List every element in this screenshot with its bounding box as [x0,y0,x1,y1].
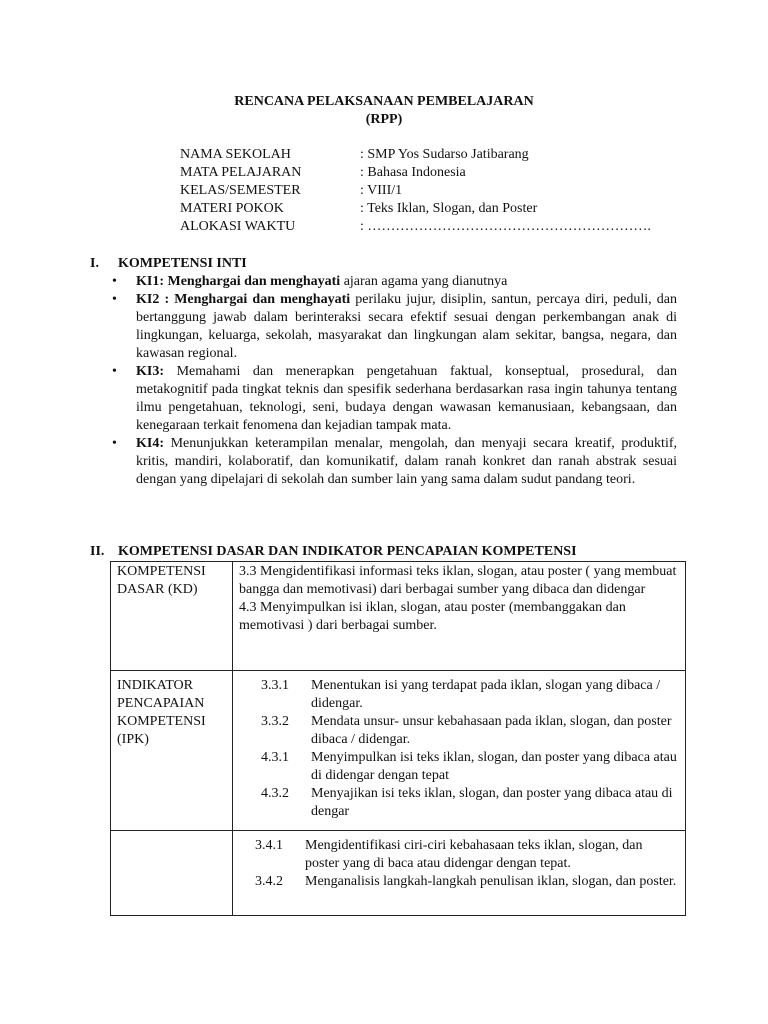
ipk-label-cell [111,671,233,831]
bullet: • [112,292,117,307]
section-title: KOMPETENSI DASAR DAN INDIKATOR PENCAPAIAN KOMPETENSI [118,544,577,559]
identity-value: : ……………………………………………………. [360,219,651,234]
document-subtitle: (RPP) [365,112,403,127]
ki-item [112,435,677,489]
identity-row-school [180,146,651,164]
identity-row-class [180,182,651,200]
ki-lead: KI1: Menghargai dan menghayati [136,274,341,289]
identity-block [180,146,651,236]
kd-content-cell [233,562,686,671]
bullet: • [112,364,117,379]
cell-label: INDIKATOR [117,678,193,693]
kd-text: 4.3 Menyimpulkan isi iklan, slogan, atau poster (membanggakan dan memotivasi ) dari berbagai sumber. [239,600,626,633]
kd-ipk-table [110,561,686,916]
ki-list [112,273,677,489]
empty-label-cell [111,831,233,916]
cell-label: (IPK) [117,732,149,747]
ipk-text: Menganalisis langkah-langkah penulisan iklan, slogan, dan poster. [305,874,677,889]
ipk-text: Menyajikan isi teks iklan, slogan, dan poster yang dibaca atau di dengar [311,786,673,819]
ipk-code: 3.3.2 [261,714,289,729]
ipk-code: 3.3.1 [261,678,289,693]
ipk-item [239,873,679,891]
ipk-content-cell [233,831,686,916]
ipk-text: Menentukan isi yang terdapat pada iklan, slogan yang dibaca / didengar. [311,678,661,711]
cell-label: PENCAPAIAN [117,696,205,711]
identity-value: : Teks Iklan, Slogan, dan Poster [360,201,538,216]
ipk-code: 3.4.2 [255,874,283,889]
section-heading-ki [90,255,247,273]
identity-label: NAMA SEKOLAH [180,147,291,162]
ipk-text: Mendata unsur- unsur kebahasaan pada iklan, slogan, dan poster dibaca / didengar. [311,714,672,747]
ipk-content-cell [233,671,686,831]
identity-value: : VIII/1 [360,183,403,198]
table-row [111,671,686,831]
bullet: • [112,436,117,451]
ipk-item [239,677,679,713]
ipk-item [239,749,679,785]
section-title: KOMPETENSI INTI [118,256,247,271]
ipk-code: 4.3.1 [261,750,289,765]
identity-row-subject [180,164,651,182]
table-row [111,562,686,671]
identity-label: ALOKASI WAKTU [180,219,296,234]
kd-label-cell [111,562,233,671]
ipk-item [239,837,679,873]
ipk-code: 4.3.2 [261,786,289,801]
kd-text: 3.3 Mengidentifikasi informasi teks iklan, slogan, atau poster ( yang membuat bangga dan memotivasi) dari berbagai sumber yang dibaca dan didengar [239,564,677,597]
ipk-item [239,785,679,821]
ki-text: Memahami dan menerapkan pengetahuan faktual, konseptual, prosedural, dan metakognitif pada tingkat teknis dan spesifik sederhana berdasarkan rasa ingin tahunya tentang ilmu pengetahuan, teknologi, seni, budaya dengan wawasan kemanusiaan, kebangsaan, dan kenegaraan terkait fenomena dan kejadian tampak mata. [136,364,677,433]
identity-row-time [180,218,651,236]
identity-row-topic [180,200,651,218]
ipk-text: Menyimpulkan isi teks iklan, slogan, dan poster yang dibaca atau di didengar dengan tepat [311,750,677,783]
ipk-text: Mengidentifikasi ciri-ciri kebahasaan teks iklan, slogan, dan poster yang di baca atau didengar dengan tepat. [305,838,643,871]
ki-item [112,273,677,291]
section-heading-kd [90,543,577,561]
ki-text: perilaku jujur, disiplin, santun, percaya diri, peduli, dan bertanggung jawab dalam berinteraksi secara efektif sesuai dengan perkembangan anak di lingkungan, keluarga, sekolah, masyarakat dan lingkungan alam sekitar, bangsa, negara, dan kawasan regional. [136,292,677,361]
identity-label: MATA PELAJARAN [180,165,302,180]
section-number: II. [90,544,105,559]
section-number: I. [90,256,99,271]
ki-text: Menunjukkan keterampilan menalar, mengolah, dan menyaji secara kreatif, produktif, kritis, mandiri, kolaboratif, dan komunikatif, dalam ranah konkret dan ranah abstrak sesuai dengan yang dipelajari di sekolah dan sumber lain yang sama dalam sudut pandang teori. [136,436,677,487]
table-row [111,831,686,916]
ki-lead: KI4: [136,436,164,451]
ipk-item [239,713,679,749]
bullet: • [112,274,117,289]
ki-text: ajaran agama yang dianutnya [340,274,508,289]
cell-label: DASAR (KD) [117,582,198,597]
identity-value: : SMP Yos Sudarso Jatibarang [360,147,529,162]
ki-item [112,363,677,435]
identity-label: KELAS/SEMESTER [180,183,301,198]
document-title: RENCANA PELAKSANAAN PEMBELAJARAN [234,94,534,109]
cell-label: KOMPETENSI [117,714,206,729]
ki-item [112,291,677,363]
identity-label: MATERI POKOK [180,201,284,216]
identity-value: : Bahasa Indonesia [360,165,466,180]
cell-label: KOMPETENSI [117,564,206,579]
ki-lead: KI3: [136,364,164,379]
ipk-code: 3.4.1 [255,838,283,853]
ki-lead: KI2 : Menghargai dan menghayati [136,292,351,307]
